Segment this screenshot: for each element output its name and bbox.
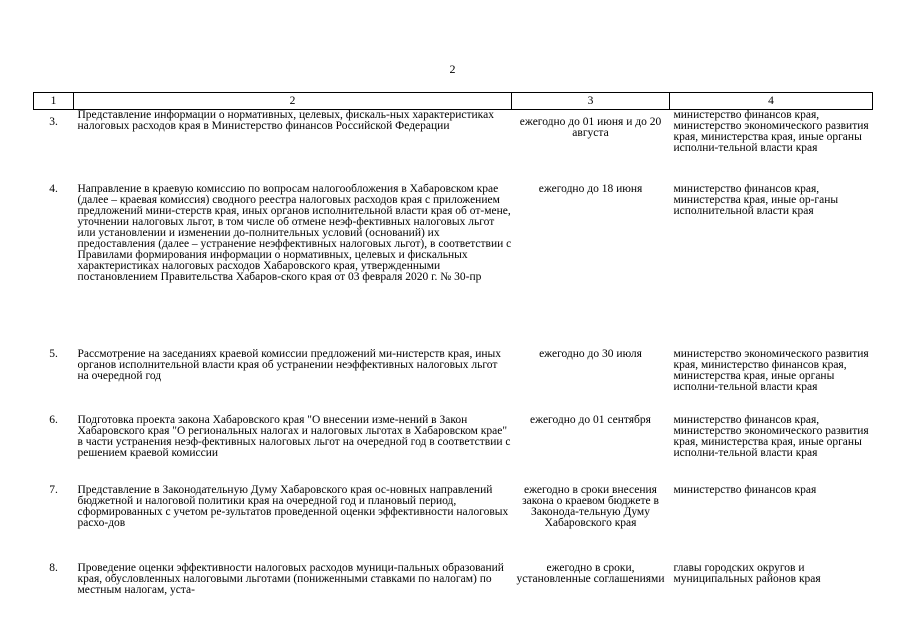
row-description: Проведение оценки эффективности налоговых расходов муници-пальных образований края, обусловленных налоговыми льготами (пониженными ставками по налогам) по местным налогам, уста- [77, 562, 504, 596]
row-number: 8. [49, 562, 58, 574]
row-number: 5. [49, 348, 58, 360]
row-deadline: ежегодно до 18 июня [538, 183, 643, 195]
table-row [34, 184, 873, 349]
row-deadline: ежегодно до 01 сентября [530, 414, 651, 426]
row-deadline: ежегодно до 01 июня и до 20 августа [519, 116, 662, 139]
column-header-responsible: 4 [670, 93, 873, 110]
table-row [34, 349, 873, 415]
row-responsible: министерство финансов края, министерства края, иные ор-ганы исполнительной власти края [673, 183, 839, 217]
table-header-row [34, 93, 873, 110]
row-deadline: ежегодно в сроки внесения закона о краевом бюджете в Законода-тельную Думу Хабаровского края [522, 484, 659, 529]
row-deadline: ежегодно в сроки, установленные соглашениями [516, 562, 665, 585]
row-responsible: министерство финансов края, министерство экономического развития края, министерства края, иные органы исполни-тельной власти края [673, 109, 869, 154]
table-row [34, 563, 873, 607]
column-header-description: 2 [74, 93, 512, 110]
row-description: Представление информации о нормативных, целевых, фискаль-ных характеристиках налоговых расходов края в Министерство финансов Российской Федерации [77, 109, 494, 132]
row-number: 3. [49, 116, 58, 128]
row-responsible: министерство финансов края [673, 484, 817, 496]
row-number: 4. [49, 183, 58, 195]
page-number: 2 [449, 62, 456, 76]
row-description: Рассмотрение на заседаниях краевой комиссии предложений ми-нистерств края, иных органов исполнительной власти края об устранении неэффективных налоговых льгот на очередной год [77, 348, 501, 382]
table-row [34, 415, 873, 485]
row-responsible: министерство экономического развития края, министерство финансов края, министерства края, иные органы исполни-тельной власти края [673, 348, 869, 393]
table-row [34, 110, 873, 185]
row-number: 6. [49, 414, 58, 426]
row-responsible: министерство финансов края, министерство экономического развития края, министерства края, иные органы исполни-тельной власти края [673, 414, 869, 459]
row-description: Направление в краевую комиссию по вопросам налогообложения в Хабаровском крае (далее – краевая комиссия) сводного реестра налоговых расходов края с приложением предложений мини-стерств края, иных органов исполнительной власти края об от-мене, уточнении налоговых льгот, в том числе об отмене неэф-фективных налоговых льгот или установлении и изменении до-полнительных условий (оснований) их предоставления (далее – устранение неэффективных налоговых льгот), в соответствии с Правилами формирования информации о нормативных, целевых и фискальных характеристиках налоговых расходов Хабаровского края, утвержденными постановлением Правительства Хабаров-ского края от 03 февраля 2020 г. № 30-пр [77, 183, 512, 283]
column-header-number: 1 [34, 93, 74, 110]
column-header-deadline: 3 [512, 93, 670, 110]
measures-table [33, 92, 873, 607]
row-number: 7. [49, 484, 58, 496]
table-row [34, 485, 873, 563]
row-deadline: ежегодно до 30 июля [539, 348, 642, 360]
row-description: Представление в Законодательную Думу Хабаровского края ос-новных направлений бюджетной и налоговой политики края на очередной год и плановый период, сформированных с учетом ре-зультатов проведенной оценки эффективности налоговых расхо-дов [77, 484, 509, 529]
row-description: Подготовка проекта закона Хабаровского края "О внесении изме-нений в Закон Хабаровского края "О региональных налогах и налоговых льготах в Хабаровском крае" в части устранения неэф-фективных налоговых льгот на очередной год в соответствии с решением краевой комиссии [77, 414, 511, 459]
row-responsible: главы городских округов и муниципальных районов края [673, 562, 821, 585]
